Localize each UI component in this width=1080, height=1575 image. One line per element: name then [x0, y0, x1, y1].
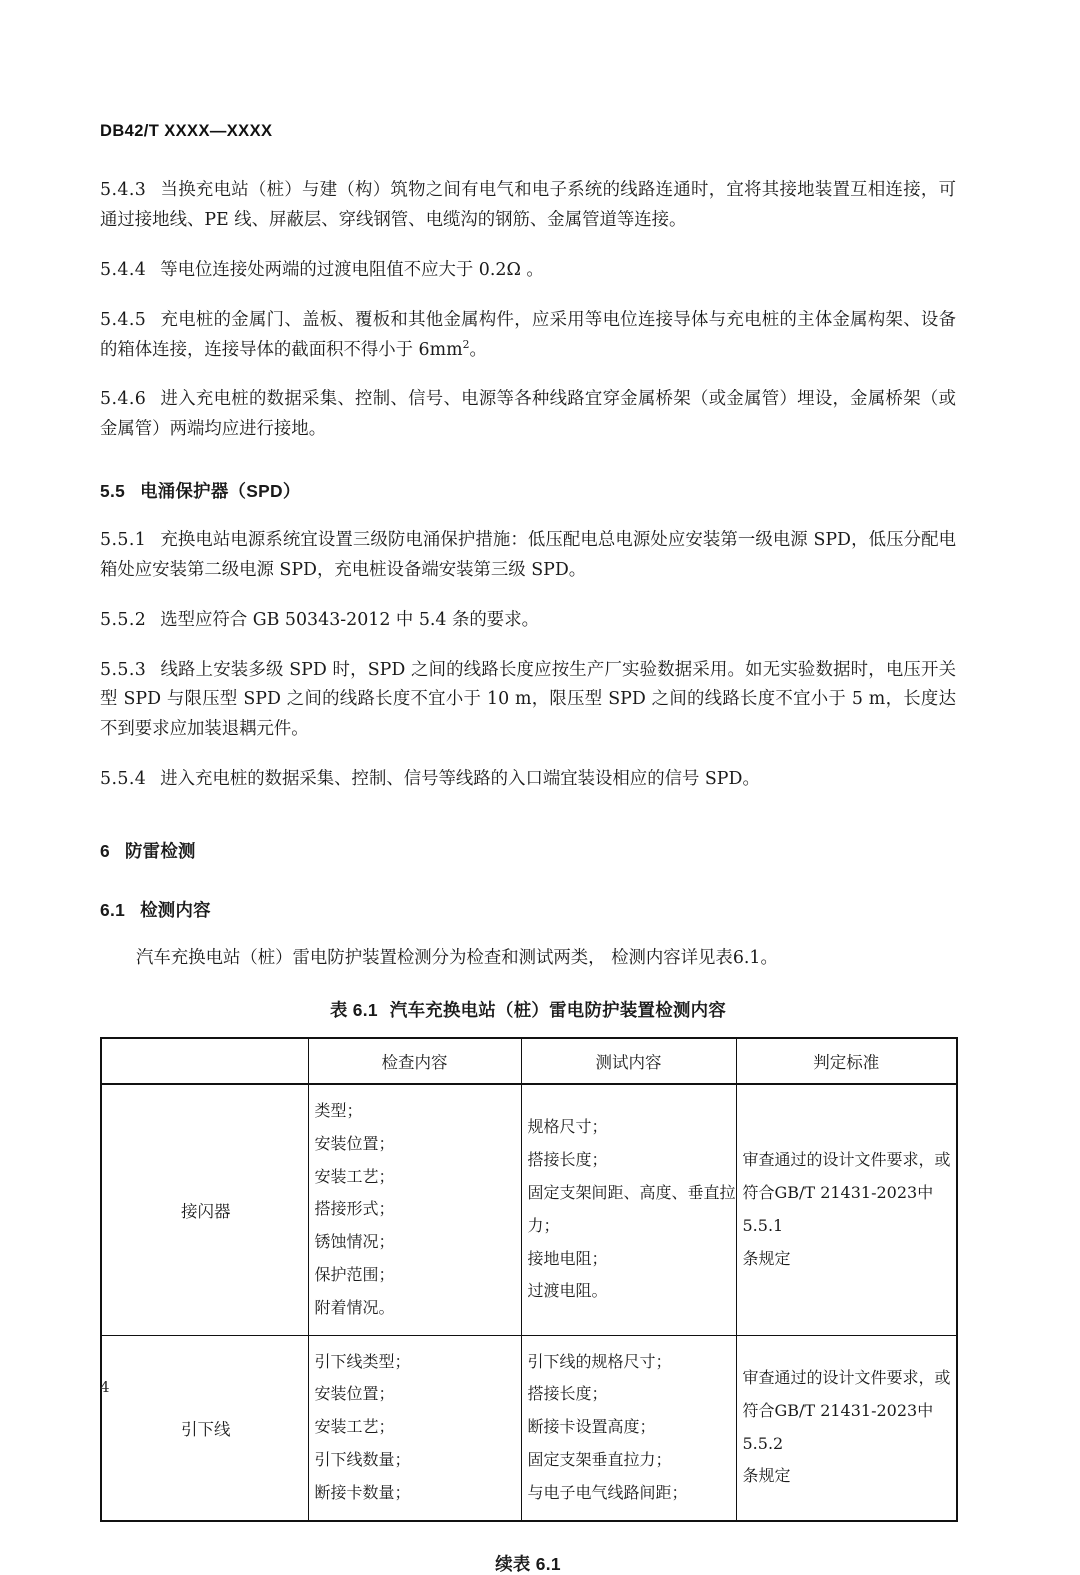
list-item: 保护范围； — [314, 1264, 395, 1284]
table-header-criteria: 判定标准 — [736, 1038, 957, 1084]
table-row — [101, 1084, 957, 1335]
row-label-yinxiaxian: 引下线 — [101, 1335, 308, 1520]
list-item: 附着情况。 — [314, 1297, 395, 1317]
list-item: 与电子电气线路间距； — [527, 1482, 688, 1502]
row-inspection-jieshanqi — [308, 1084, 521, 1335]
list-item: 类型； — [314, 1100, 363, 1120]
section-title: 检测内容 — [140, 899, 211, 920]
row-criteria-yinxiaxian — [736, 1335, 957, 1520]
clause-5-4-3 — [100, 176, 956, 236]
section-number: 6.1 — [100, 899, 126, 920]
clause-number: 5.5.3 — [100, 659, 147, 680]
page-content — [100, 122, 956, 1575]
criteria-line: 条规定 — [742, 1248, 791, 1268]
row-inspection-yinxiaxian — [308, 1335, 521, 1520]
criteria-line: 条规定 — [742, 1466, 791, 1486]
criteria-line: 审查通过的设计文件要求，或 — [742, 1367, 951, 1387]
continued-table-caption: 续表 6.1 — [495, 1553, 561, 1574]
table-header-inspection: 检查内容 — [308, 1038, 521, 1084]
running-head: DB42/T XXXX—XXXX — [100, 122, 273, 140]
clause-text: 进入充电桩的数据采集、控制、信号等线路的入口端宜装设相应的信号 SPD。 — [160, 769, 760, 790]
table-caption-title: 汽车充换电站（桩）雷电防护装置检测内容 — [389, 999, 727, 1020]
clause-text: 线路上安装多级 SPD 时，SPD 之间的线路长度应按生产厂实验数据采用。如无实验数据时，电压开关型 SPD 与限压型 SPD 之间的线路长度不宜小于 10 m，限压型 SPD 之间的线路长度不宜小于 5 m，长度达不到要求应加装退耦元件。 — [100, 659, 956, 740]
list-item: 搭接长度； — [527, 1150, 608, 1170]
section-title: 防雷检测 — [124, 841, 196, 862]
list-item: 引下线的规格尺寸； — [527, 1351, 672, 1371]
row-label-jieshanqi: 接闪器 — [101, 1084, 308, 1335]
list-item: 力； — [527, 1215, 560, 1235]
list-item: 规格尺寸； — [527, 1117, 608, 1137]
clause-5-5-4 — [100, 765, 956, 795]
list-item: 固定支架垂直拉力； — [527, 1449, 672, 1469]
list-item: 断接卡数量； — [314, 1482, 411, 1502]
superscript-square: 2 — [462, 337, 470, 351]
list-item: 搭接形式； — [314, 1199, 395, 1219]
list-item: 锈蚀情况； — [314, 1232, 395, 1252]
clause-text: 充换电站电源系统宜设置三级防电涌保护措施：低压配电总电源处应安装第一级电源 SPD，低压分配电箱处应安装第二级电源 SPD，充电桩设备端安装第三级 SPD。 — [100, 529, 956, 580]
section-number: 5.5 — [100, 481, 126, 502]
section-heading-6-1 — [100, 898, 956, 922]
row-testing-yinxiaxian — [521, 1335, 736, 1520]
page-number: 4 — [100, 1378, 110, 1396]
clause-5-5-2 — [100, 606, 956, 636]
list-item: 固定支架间距、高度、垂直拉 — [527, 1182, 736, 1202]
table-header-blank — [101, 1038, 308, 1084]
list-item: 安装工艺； — [314, 1166, 395, 1186]
clause-text-tail: 。 — [469, 339, 487, 360]
clause-text: 充电桩的金属门、盖板、覆板和其他金属构件，应采用等电位连接导体与充电桩的主体金属构架、设备的箱体连接，连接导体的截面积不得小于 6mm — [100, 309, 956, 360]
list-item: 安装工艺； — [314, 1417, 395, 1437]
clause-5-5-1 — [100, 526, 956, 586]
table-caption — [100, 996, 956, 1021]
clause-5-4-6 — [100, 385, 956, 445]
table-row — [101, 1335, 957, 1520]
clause-number: 5.5.1 — [100, 529, 147, 550]
list-item: 引下线数量； — [314, 1449, 411, 1469]
table-caption-label: 表 6.1 — [329, 999, 378, 1020]
clause-text: 当换充电站（桩）与建（构）筑物之间有电气和电子系统的线路连通时，宜将其接地装置互相连接，可通过接地线、PE 线、屏蔽层、穿线钢管、电缆沟的钢筋、金属管道等连接。 — [100, 179, 956, 230]
intro-paragraph: 汽车充换电站（桩）雷电防护装置检测分为检查和测试两类， 检测内容详见表6.1。 — [136, 948, 778, 968]
clause-5-4-5 — [100, 306, 956, 366]
list-item: 安装位置； — [314, 1384, 395, 1404]
clause-number: 5.4.6 — [100, 389, 147, 410]
row-criteria-jieshanqi — [736, 1084, 957, 1335]
section-number: 6 — [100, 841, 110, 862]
clause-number: 5.4.4 — [100, 259, 147, 280]
clause-number: 5.4.5 — [100, 309, 147, 330]
criteria-line: 审查通过的设计文件要求，或 — [742, 1150, 951, 1170]
table-header-testing: 测试内容 — [521, 1038, 736, 1084]
clause-text: 选型应符合 GB 50343-2012 中 5.4 条的要求。 — [160, 609, 539, 630]
list-item: 过渡电阻。 — [527, 1281, 608, 1301]
clause-5-4-4 — [100, 256, 956, 286]
clause-text: 进入充电桩的数据采集、控制、信号、电源等各种线路宜穿金属桥架（或金属管）埋设，金属桥架（或金属管）两端均应进行接地。 — [100, 389, 956, 440]
section-heading-5-5 — [100, 479, 956, 503]
list-item: 搭接长度； — [527, 1384, 608, 1404]
section-title: 电涌保护器（SPD） — [140, 481, 301, 502]
clause-number: 5.5.4 — [100, 769, 147, 790]
clause-5-5-3 — [100, 656, 956, 746]
section-heading-6 — [100, 839, 956, 863]
clause-number: 5.5.2 — [100, 609, 147, 630]
list-item: 引下线类型； — [314, 1351, 411, 1371]
criteria-line: 符合GB/T 21431-2023中5.5.2 — [742, 1400, 934, 1453]
row-testing-jieshanqi — [521, 1084, 736, 1335]
list-item: 安装位置； — [314, 1133, 395, 1153]
criteria-line: 符合GB/T 21431-2023中5.5.1 — [742, 1182, 934, 1235]
list-item: 接地电阻； — [527, 1248, 608, 1268]
table-header-row — [101, 1038, 957, 1084]
clause-number: 5.4.3 — [100, 179, 147, 200]
clause-text: 等电位连接处两端的过渡电阻值不应大于 0.2Ω 。 — [160, 259, 544, 280]
detection-content-table — [100, 1037, 958, 1522]
list-item: 断接卡设置高度； — [527, 1417, 656, 1437]
